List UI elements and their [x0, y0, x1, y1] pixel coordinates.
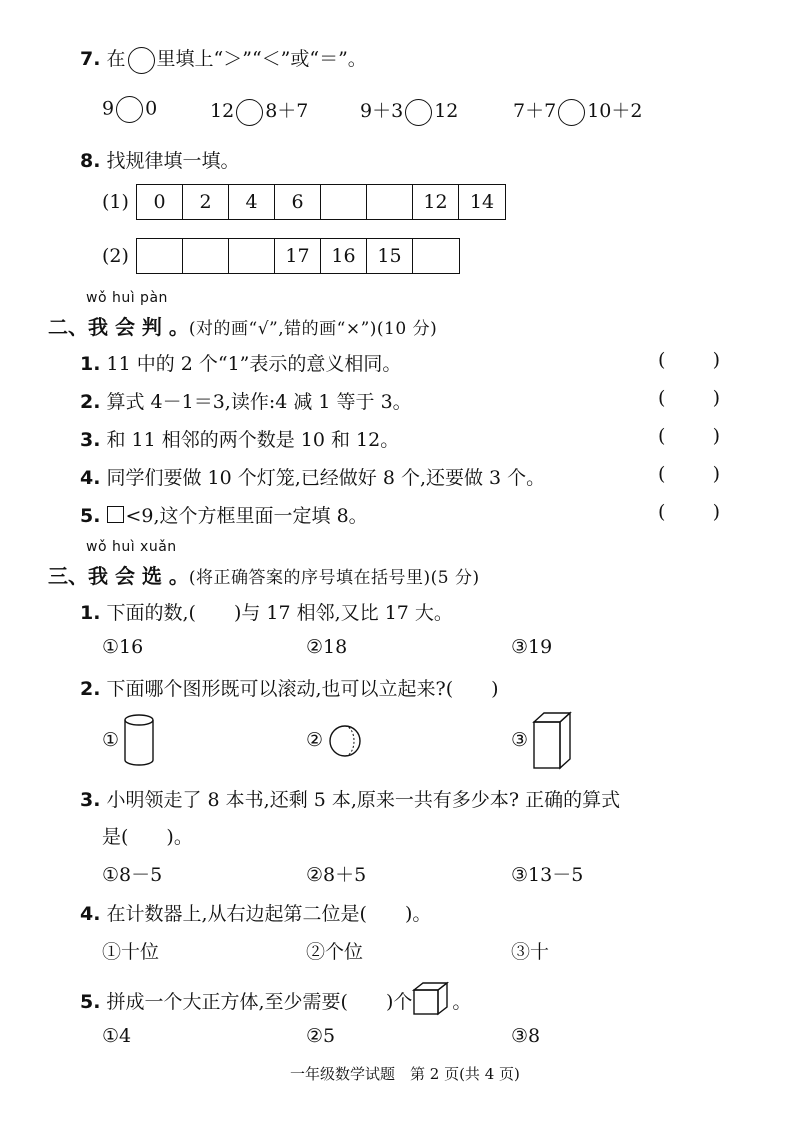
sequence-blank-cell[interactable] [137, 239, 183, 273]
judge-item [80, 425, 399, 452]
compare-item [102, 96, 157, 123]
compare-right: 8＋7 [265, 100, 309, 122]
section-title: 二、我 会 判 。 [48, 315, 189, 339]
sequence-cell: 14 [469, 191, 495, 213]
judge-item [80, 501, 368, 528]
option[interactable]: ①十位 [102, 941, 160, 963]
item-number: 4. [80, 903, 101, 925]
question-text-line2 [102, 822, 193, 849]
choice-question-4 [80, 899, 431, 926]
question-number: 8. [80, 150, 101, 172]
question-text: )个 [385, 991, 413, 1013]
section-pinyin: wǒ huì pàn [86, 290, 168, 306]
option[interactable]: ①8－5 [102, 864, 163, 886]
question-text: 小明领走了 8 本书,还剩 5 本,原来一共有多少本? 正确的算式 [106, 789, 621, 811]
option[interactable]: ①16 [102, 636, 144, 658]
option[interactable]: ① [102, 729, 120, 751]
sphere-icon [327, 724, 367, 758]
choice-question-2 [80, 674, 499, 701]
question-text: )。 [404, 903, 432, 925]
question-text: 是( [102, 826, 129, 848]
question-8-title [80, 146, 240, 173]
compare-item [513, 96, 642, 126]
judge-item [80, 349, 401, 376]
title-part: 在 [106, 48, 126, 70]
sequence-cell: 0 [137, 185, 183, 219]
compare-item [360, 96, 458, 126]
sequence-cell: 16 [321, 239, 367, 273]
sequence-blank-cell[interactable] [183, 239, 229, 273]
title-part: 里填上“＞”“＜”或“＝”。 [156, 48, 367, 70]
compare-right: 12 [434, 100, 459, 122]
paren-open: ( [658, 349, 666, 371]
option[interactable]: ③13－5 [511, 864, 584, 886]
sequence-cell: 15 [367, 239, 413, 273]
compare-item [210, 96, 308, 126]
paren-close: ) [712, 387, 720, 409]
section-note: (将正确答案的序号填在括号里)(5 分) [188, 568, 480, 588]
sequence-cell: 17 [275, 239, 321, 273]
option[interactable]: ②18 [306, 636, 348, 658]
answer-circle[interactable] [405, 99, 432, 126]
question-text: ) [491, 678, 499, 700]
option[interactable]: ③8 [511, 1025, 541, 1047]
choice-question-5 [80, 981, 471, 1017]
answer-parentheses[interactable] [658, 501, 720, 523]
option[interactable]: ②8＋5 [306, 864, 367, 886]
option[interactable]: ②个位 [306, 941, 364, 963]
answer-circle[interactable] [116, 96, 143, 123]
item-number: 3. [80, 789, 101, 811]
section-heading [48, 560, 480, 589]
answer-parentheses[interactable] [658, 425, 720, 447]
sequence-cell: 2 [183, 185, 229, 219]
item-text: <9,这个方框里面一定填 8。 [125, 505, 368, 527]
question-text: 下面哪个图形既可以滚动,也可以立起来?( [106, 678, 454, 700]
section-pinyin: wǒ huì xuǎn [86, 539, 177, 555]
answer-parentheses[interactable] [658, 349, 720, 371]
sequence-cell: 6 [275, 185, 321, 219]
item-number: 5. [80, 505, 101, 527]
option[interactable]: ①4 [102, 1025, 132, 1047]
answer-circle[interactable] [558, 99, 585, 126]
sequence-blank-cell[interactable] [229, 239, 275, 273]
cuboid-icon [531, 710, 575, 772]
choice-question-1 [80, 598, 453, 625]
sequence-blank-cell[interactable] [413, 239, 459, 273]
item-text: 算式 4－1＝3,读作:4 减 1 等于 3。 [106, 391, 412, 413]
option[interactable]: ③19 [511, 636, 553, 658]
square-box-icon [107, 506, 124, 523]
sequence-row-1 [136, 184, 506, 220]
paren-close: ) [712, 425, 720, 447]
blank-circle [128, 47, 155, 74]
sequence-cell: 12 [413, 185, 459, 219]
row-label: (1) [102, 191, 129, 213]
answer-parentheses[interactable] [658, 463, 720, 485]
paren-close: ) [712, 501, 720, 523]
answer-circle[interactable] [236, 99, 263, 126]
item-number: 1. [80, 353, 101, 375]
judge-item [80, 463, 545, 490]
paren-open: ( [658, 501, 666, 523]
compare-right: 10＋2 [587, 100, 643, 122]
compare-left: 7＋7 [513, 100, 557, 122]
item-number: 1. [80, 602, 101, 624]
paren-open: ( [658, 425, 666, 447]
compare-left: 9 [102, 97, 115, 120]
paren-open: ( [658, 463, 666, 485]
section-note: (对的画“√”,错的画“×”)(10 分) [188, 319, 438, 339]
question-number: 7. [80, 48, 101, 70]
item-number: 2. [80, 391, 101, 413]
cylinder-icon [122, 712, 158, 768]
item-number: 4. [80, 467, 101, 489]
question-text: 下面的数,( [106, 602, 196, 624]
option[interactable]: ②5 [306, 1025, 336, 1047]
section-title: 三、我 会 选 。 [48, 564, 189, 588]
item-text: 同学们要做 10 个灯笼,已经做好 8 个,还要做 3 个。 [106, 467, 546, 489]
item-number: 5. [80, 991, 101, 1013]
paren-close: ) [712, 349, 720, 371]
item-text: 和 11 相邻的两个数是 10 和 12。 [106, 429, 400, 451]
compare-left: 12 [210, 100, 235, 122]
sequence-blank-cell[interactable] [367, 185, 413, 219]
compare-left: 9＋3 [360, 100, 404, 122]
compare-right: 0 [145, 97, 158, 120]
question-text: 。 [452, 991, 472, 1013]
judge-item [80, 387, 412, 414]
item-text: 11 中的 2 个“1”表示的意义相同。 [106, 353, 402, 375]
question-text: )。 [166, 826, 193, 848]
question-text: 在计数器上,从右边起第二位是( [106, 903, 367, 925]
paren-close: ) [712, 463, 720, 485]
option[interactable]: ③十 [511, 941, 550, 963]
sequence-blank-cell[interactable] [321, 185, 367, 219]
sequence-cell: 4 [229, 185, 275, 219]
item-number: 3. [80, 429, 101, 451]
row-label: (2) [102, 245, 129, 267]
sequence-row-2 [136, 238, 460, 274]
question-text: 找规律填一填。 [106, 150, 240, 172]
answer-parentheses[interactable] [658, 387, 720, 409]
page-footer: 一年级数学试题 第 2 页(共 4 页) [290, 1065, 520, 1083]
option[interactable]: ② [306, 729, 324, 751]
item-number: 2. [80, 678, 101, 700]
cube-icon [412, 981, 452, 1017]
question-7-title [80, 44, 367, 74]
question-text: 拼成一个大正方体,至少需要( [106, 991, 348, 1013]
choice-question-3 [80, 785, 620, 812]
question-text: )与 17 相邻,又比 17 大。 [233, 602, 453, 624]
section-heading [48, 311, 437, 340]
paren-open: ( [658, 387, 666, 409]
option[interactable]: ③ [511, 729, 529, 751]
